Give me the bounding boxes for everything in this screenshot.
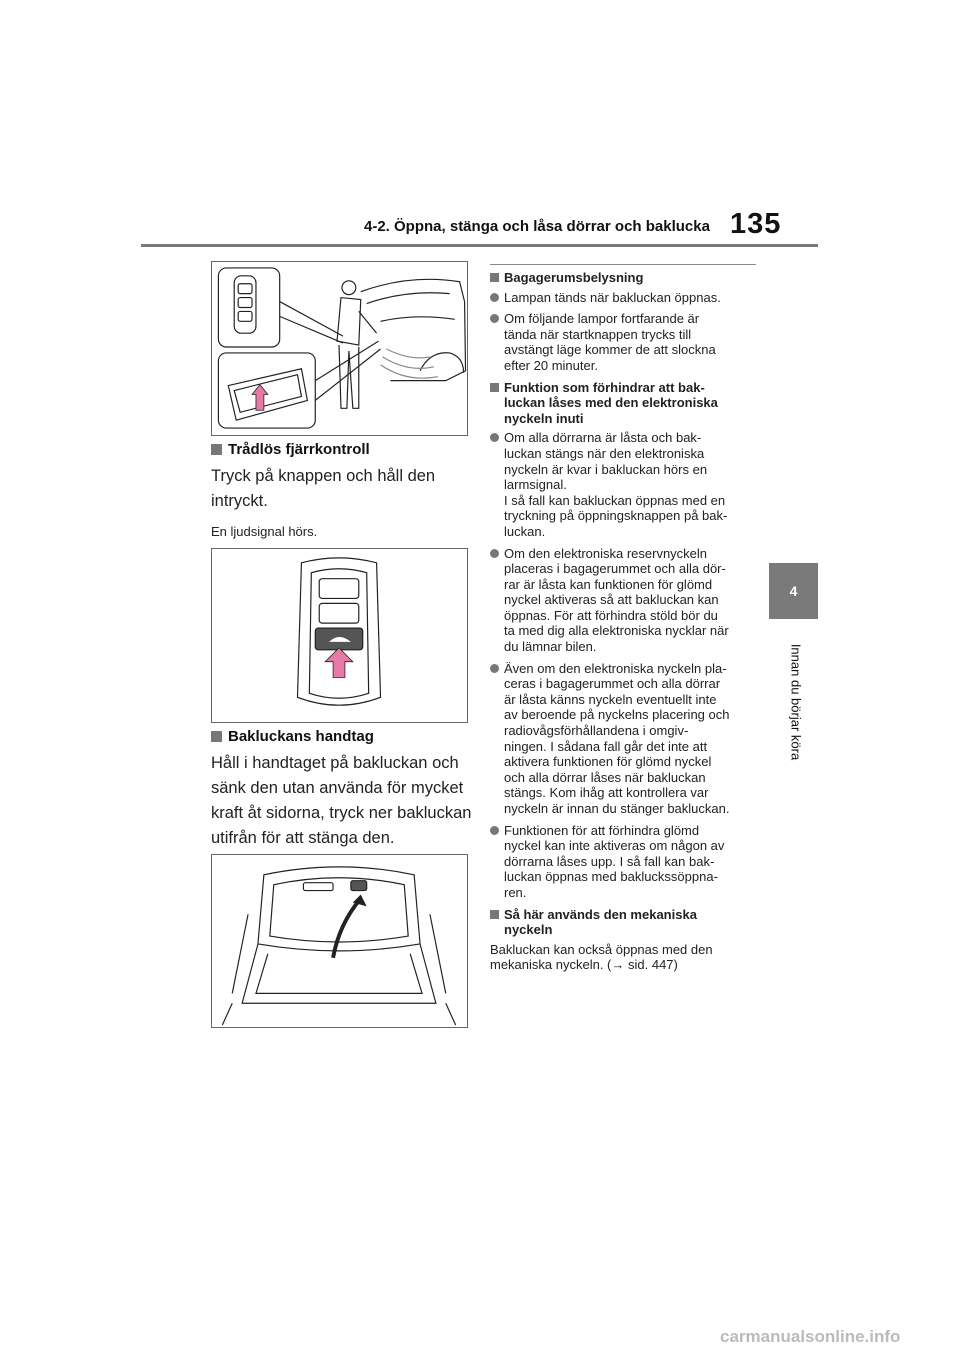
trunk-handle-heading — [211, 728, 473, 745]
list-item: Funktionen för att förhindra glömd nyckel kan inte aktiveras om någon av dörrarna låses upp. I så fall kan bak- luckan öppnas med bakluckssöppna- ren. — [490, 823, 756, 901]
wireless-remote-heading — [211, 441, 473, 458]
list-item: Lampan tänds när bakluckan öppnas. — [490, 290, 756, 306]
heading-square-icon — [211, 444, 222, 455]
heading-square-icon — [490, 910, 499, 919]
mechanical-key-text: Bakluckan kan också öppnas med den mekaniska nyckeln. (→ sid. 447) — [490, 941, 713, 973]
wireless-remote-note: En ljudsignal hörs. — [211, 524, 318, 539]
right-column-rule — [490, 264, 756, 265]
mechanical-key-heading-text: Så här används den mekaniska nyckeln — [504, 906, 697, 938]
heading-square-icon — [490, 383, 499, 392]
page-number: 135 — [730, 208, 782, 240]
figure-trunk-opening — [211, 261, 468, 436]
list-item: Om alla dörrarna är låsta och bak- luckan stängs när den elektroniska nyckeln är kvar i bakluckan hörs en larmsignal. I så fall kan bakluckan öppnas med en tryckning på öppningsknappen på bak- luckan. — [490, 430, 756, 539]
section-title: 4-2. Öppna, stänga och låsa dörrar och baklucka — [364, 218, 710, 235]
figure-trunk-handle — [211, 854, 468, 1028]
list-item: Om följande lampor fortfarande är tända när startknappen trycks till avstängt läge kommer de att slockna efter 20 minuter. — [490, 311, 756, 373]
person-opening-trunk-illustration — [212, 262, 467, 435]
trunk-light-heading-text: Bagagerumsbelysning — [504, 270, 644, 285]
bullet-dot-icon — [490, 664, 499, 673]
bullet-dot-icon — [490, 433, 499, 442]
figure-key-fob — [211, 548, 468, 723]
mechanical-key-heading — [490, 907, 756, 938]
trunk-light-heading — [490, 270, 756, 286]
list-item: Om den elektroniska reservnyckeln placeras i bagagerummet och alla dör- rar är låsta kan funktionen för glömd nyckel aktiveras så att bakluckan kan öppnas. För att förhindra stöld bör du ta med dig alla elektroniska nycklar när du lämnar bilen. — [490, 546, 756, 655]
chapter-tab: 4 — [769, 563, 818, 619]
right-column — [490, 264, 756, 973]
chapter-title-text: Innan du börjar köra — [788, 643, 803, 761]
key-lock-prevention-heading — [490, 380, 756, 427]
heading-square-icon — [490, 273, 499, 282]
trunk-lid-handle-illustration — [212, 855, 467, 1027]
wireless-remote-heading-text: Trådlös fjärrkontroll — [228, 441, 370, 458]
key-lock-prevention-heading-text: Funktion som förhindrar att bak- luckan låses med den elektroniska nyckeln inuti — [504, 379, 718, 426]
trunk-handle-instruction: Håll i handtaget på bakluckan och sänk den utan använda för mycket kraft åt sidorna, tryck ner bakluckan utifrån för att stänga den. — [211, 754, 472, 847]
heading-square-icon — [211, 731, 222, 742]
trunk-handle-heading-text: Bakluckans handtag — [228, 728, 374, 745]
list-item: Även om den elektroniska nyckeln pla- ceras i bagagerummet och alla dörrar är låsta känns nyckeln eventuellt inte av beroende på nyckelns placering och radiovågsförhållandena i omgiv- ningen. I sådana fall går det inte att aktivera funktionen för glömd nyckel och alla dörrar låses när bakluckan stängs. Kom ihåg att kontrollera var nyckeln är innan du stänger bakluckan. — [490, 661, 756, 817]
bullet-dot-icon — [490, 314, 499, 323]
header-rule — [141, 244, 818, 247]
bullet-dot-icon — [490, 293, 499, 302]
bullet-dot-icon — [490, 549, 499, 558]
smart-key-fob-illustration — [212, 549, 467, 722]
bullet-dot-icon — [490, 826, 499, 835]
watermark: carmanualsonline.info — [720, 1327, 901, 1346]
chapter-title — [787, 632, 804, 772]
wireless-remote-instruction: Tryck på knappen och håll den intryckt. — [211, 467, 436, 510]
